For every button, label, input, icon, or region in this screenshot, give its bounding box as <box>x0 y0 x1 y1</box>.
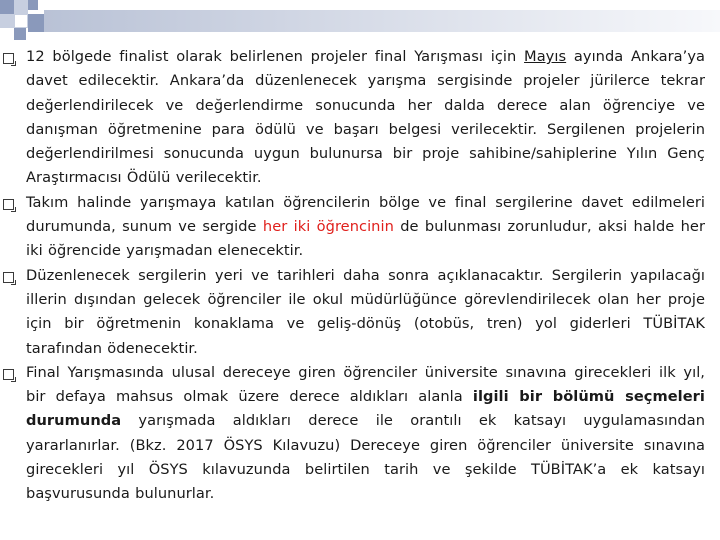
header-square <box>0 14 14 28</box>
header-square <box>28 0 38 10</box>
header-gradient-bar <box>44 10 720 32</box>
hollow-square-bullet-icon <box>3 272 14 283</box>
bullet-list <box>0 45 720 525</box>
header-square <box>0 0 14 14</box>
header-square <box>14 28 26 40</box>
list-item <box>0 361 720 507</box>
list-item-text: Takım halinde yarışmaya katılan öğrencilerin bölge ve final sergilerine davet edilmeleri durumunda, sunum ve sergide her iki öğrencinin de bulunması zorunludur, aksi halde her iki öğrencide yarışmadan elenecektir. <box>26 193 705 260</box>
list-item-text: Final Yarışmasında ulusal dereceye giren öğrenciler üniversite sınavına girecekleri ilk yıl, bir defaya mahsus olmak üzere derece aldıkları alanla ilgili bir bölümü seçmeleri durumunda yarışmada aldıkları derece ile orantılı ek katsayı uygulamasından yararlanırlar. (Bkz. 2017 ÖSYS Kılavuzu) Dereceye giren öğrenciler üniversite sınavına girecekleri yıl ÖSYS kılavuzunda belirtilen tarih ve şekilde TÜBİTAK’a ek katsayı başvurusunda bulunurlar. <box>26 363 705 503</box>
list-item-text: Düzenlenecek sergilerin yeri ve tarihleri daha sonra açıklanacaktır. Sergilerin yapılacağı illerin dışından gelecek öğrenciler ile okul müdürlüğünce görevlendirilecek olan her proje için bir öğretmenin konaklama ve geliş-dönüş (otobüs, tren) yol giderleri TÜBİTAK tarafından ödenecektir. <box>26 266 705 357</box>
hollow-square-bullet-icon <box>3 369 14 380</box>
hollow-square-bullet-icon <box>3 199 14 210</box>
hollow-square-bullet-icon <box>3 53 14 64</box>
header-square <box>14 0 28 14</box>
header-decoration <box>0 0 720 44</box>
list-item <box>0 191 720 264</box>
list-item <box>0 45 720 191</box>
list-item <box>0 264 720 361</box>
header-square <box>14 14 28 28</box>
list-item-text: 12 bölgede finalist olarak belirlenen projeler final Yarışması için Mayıs ayında Ankara’ya davet edilecektir. Ankara’da düzenlenecek yarışma sergisinde projeler jürilerce tekrar değerlendirilecek ve değerlendirme sonucunda her dalda derece alan öğrenciye ve danışman öğretmenine para ödülü ve başarı belgesi verilecektir. Sergilenen projelerin değerlendirilmesi sonucunda uygun bulunursa bir proje sahibine/sahiplerine Yılın Genç Araştırmacısı Ödülü verilecektir. <box>26 48 706 187</box>
header-square <box>28 14 44 32</box>
